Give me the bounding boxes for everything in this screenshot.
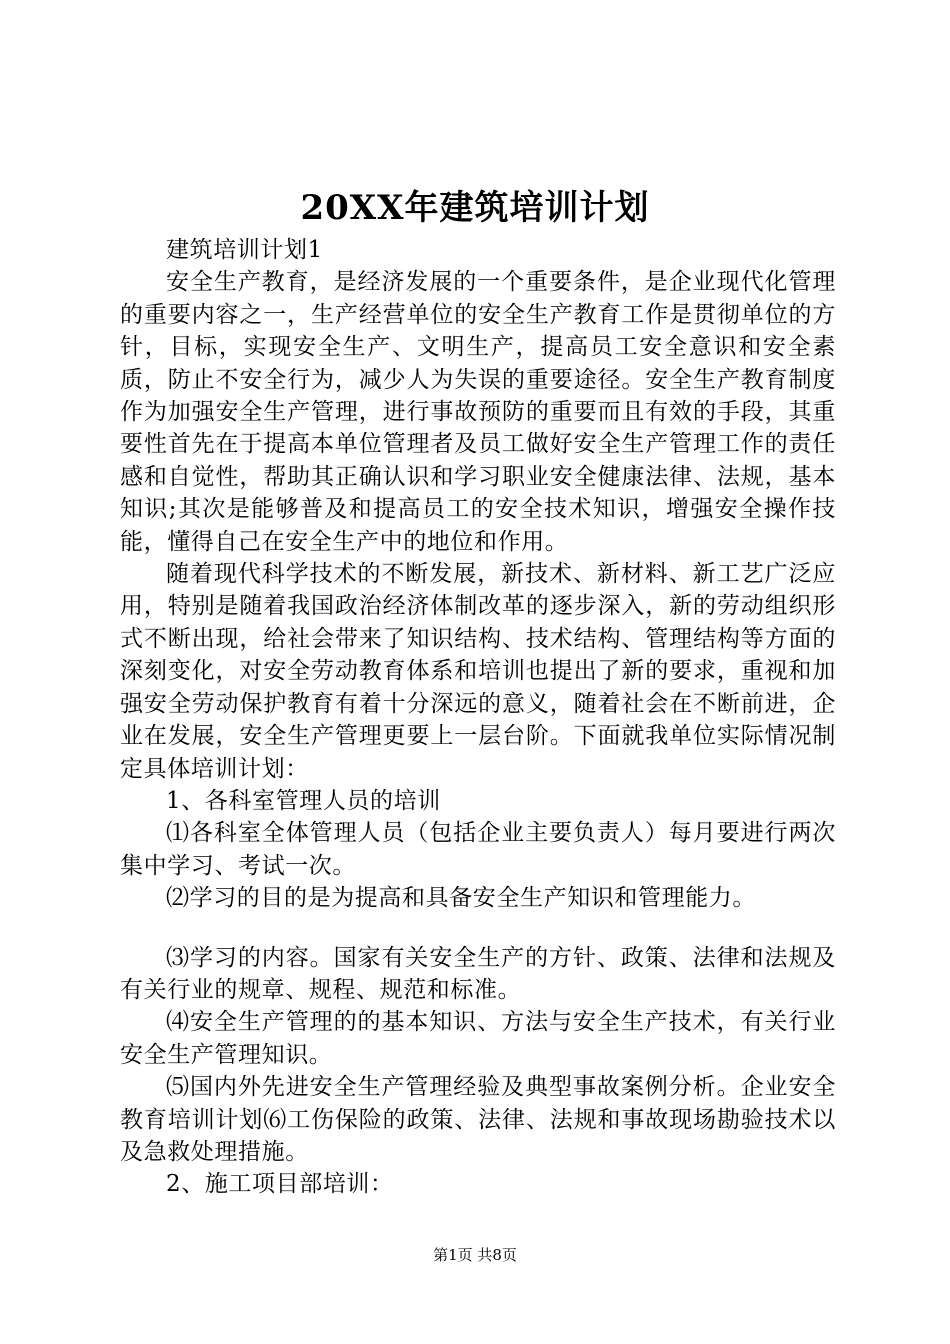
paragraph-intro: 安全生产教育，是经济发展的一个重要条件，是企业现代化管理的重要内容之一，生产经营单位的安全生产教育工作是贯彻单位的方针，目标，实现安全生产、文明生产，提高员工安全意识和安全素质，防止不安全行为，减少人为失误的重要途径。安全生产教育制度作为加强安全生产管理，进行事故预防的重要而且有效的手段，其重要性首先在于提高本单位管理者及员工做好安全生产管理工作的责任感和自觉性，帮助其正确认识和学习职业安全健康法律、法规，基本知识;其次是能够普及和提高员工的安全技术知识，增强安全操作技能，懂得自己在安全生产中的地位和作用。 xyxy=(120,269,836,555)
paragraph-subtitle: 建筑培训计划1 xyxy=(166,237,323,263)
paragraph-item-4: ⑷安全生产管理的的基本知识、方法与安全生产技术，有关行业安全生产管理知识。 xyxy=(120,1009,836,1068)
paragraph-item-5-6: ⑸国内外先进安全生产管理经验及典型事故案例分析。企业安全教育培训计划⑹工伤保险的政策、法律、法规和事故现场勘验技术以及急救处理措施。 xyxy=(120,1074,836,1165)
paragraph-section-1-heading: 1、各科室管理人员的培训 xyxy=(166,787,441,814)
document-body xyxy=(120,234,836,1201)
paragraph-item-3: ⑶学习的内容。国家有关安全生产的方针、政策、法律和法规及有关行业的规章、规程、规范和标准。 xyxy=(120,944,836,1003)
document-title: 20XX年建筑培训计划 xyxy=(300,188,650,228)
paragraph-section-2-heading: 2、施工项目部培训： xyxy=(166,1171,394,1198)
paragraph-background: 随着现代科学技术的不断发展，新技术、新材料、新工艺广泛应用，特别是随着我国政治经济体制改革的逐步深入，新的劳动组织形式不断出现，给社会带来了知识结构、技术结构、管理结构等方面的深刻变化，对安全劳动教育体系和培训也提出了新的要求，重视和加强安全劳动保护教育有着十分深远的意义，随着社会在不断前进，企业在发展，安全生产管理更要上一层台阶。下面就我单位实际情况制定具体培训计划： xyxy=(120,561,836,782)
page-number-footer: 第1页 共8页 xyxy=(433,1246,517,1264)
paragraph-item-2: ⑵学习的目的是为提高和具备安全生产知识和管理能力。 xyxy=(166,885,756,912)
paragraph-item-1: ⑴各科室全体管理人员（包括企业主要负责人）每月要进行两次集中学习、考试一次。 xyxy=(120,820,836,879)
